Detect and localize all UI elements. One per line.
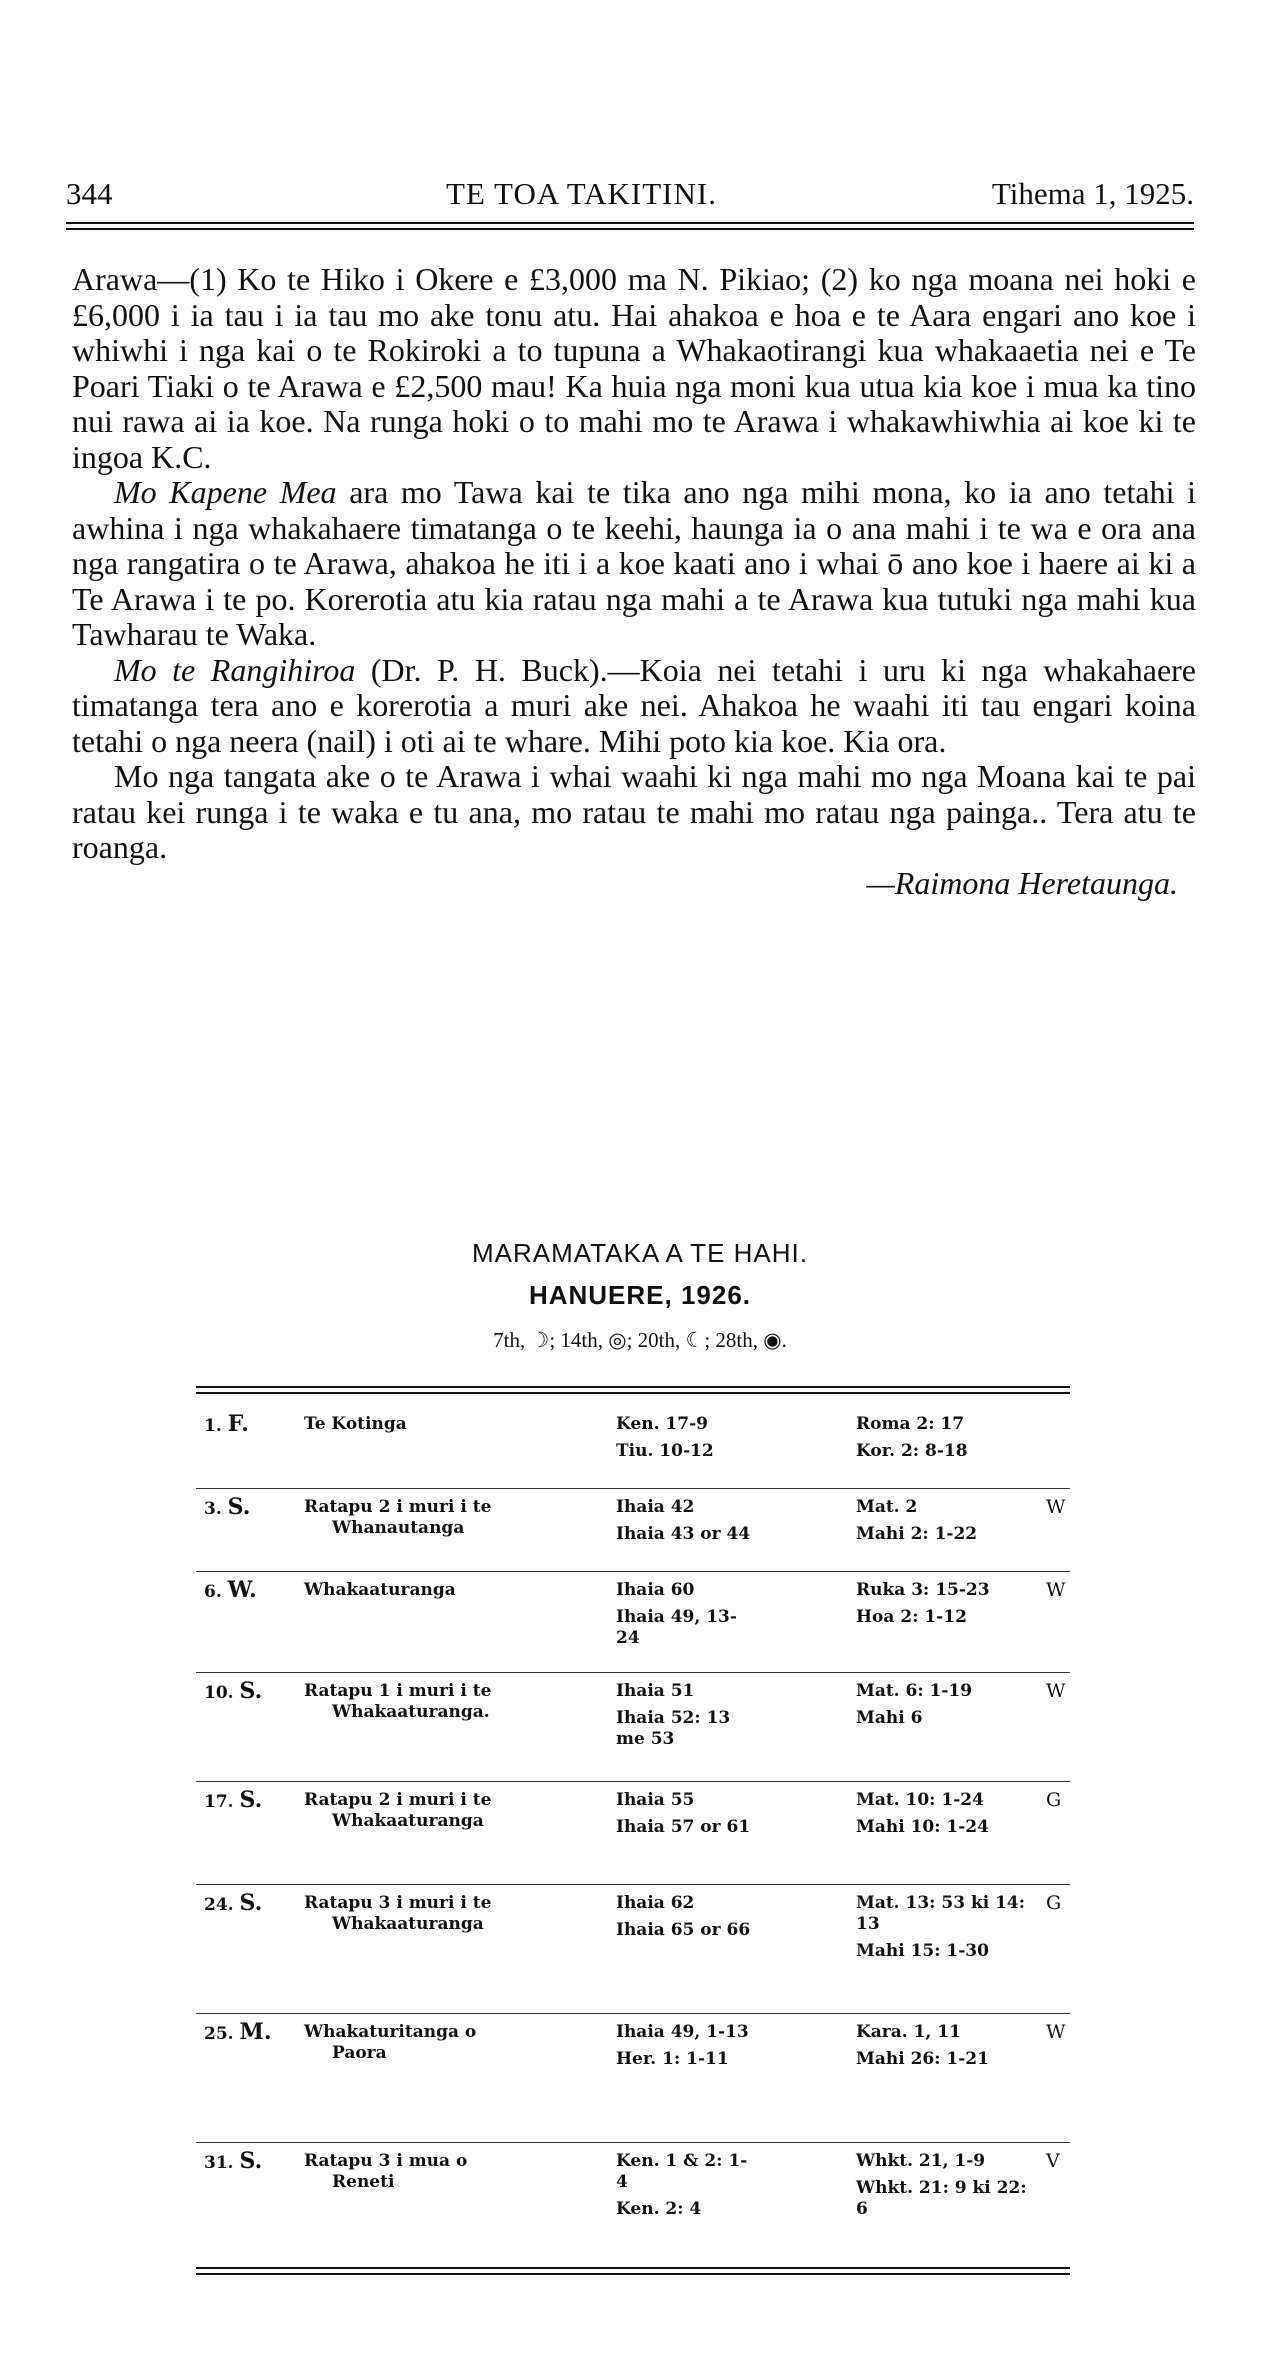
header-rule-bottom <box>66 228 1194 230</box>
first-lessons <box>616 1790 756 1838</box>
liturgical-colour: G <box>1046 1892 1062 1914</box>
calendar-row <box>196 1406 1070 1489</box>
observance-line-1: Ratapu 2 i muri i te <box>304 1790 492 1810</box>
paragraph-4: Mo nga tangata ake o te Arawa i whai waahi ki nga mahi mo nga Moana kai te pai ratau kei runga i te waka e tu ana, mo ratau te mahi mo ratau nga painga.. Tera atu te roanga. <box>72 758 1196 865</box>
calendar-row <box>196 1489 1070 1572</box>
day-of-week: F. <box>227 1411 249 1437</box>
second-lessons <box>856 1790 1036 1838</box>
evening-lesson-2: Mahi 2: 1-22 <box>856 1524 978 1544</box>
evening-lesson-1: Ken. 2: 4 <box>616 2199 702 2219</box>
evening-lesson-1: Ihaia 52: 13 me 53 <box>616 1708 731 1749</box>
liturgical-colour: G <box>1046 1789 1062 1811</box>
paragraph-3-text: (Dr. P. H. Buck).—Koia nei tetahi i uru ki nga whakahaere timatanga tera ano e korerotia a muri ake nei. Ahakoa he waahi iti tau engari koina tetahi o nga neera (nail) i oti ai te whare. Mihi poto kia koe. Kia ora. <box>72 651 1197 759</box>
paragraph-2-text: ara mo Tawa kai te tika ano nga mihi mona, ko ia ano tetahi i awhina i nga whakahaere timatanga o te keehi, haunga ia o ana mahi i te wa e ora ana nga rangatira o te Arawa, ahakoa he iti i a koe kaati ano i whai ō ano koe i haere ai ki a Te Arawa i te po. Korerotia atu kia ratau nga mahi a te Arawa kua tutuki nga mahi kua Tawharau te Waka. <box>72 474 1197 652</box>
evening-lesson-1: Tiu. 10-12 <box>616 1441 714 1461</box>
day-of-week: S. <box>227 1494 251 1520</box>
second-lessons <box>856 1893 1036 1962</box>
observance-name <box>304 2151 604 2193</box>
second-lessons <box>856 1681 1036 1729</box>
day-number: 24. <box>204 1895 234 1915</box>
calendar-row <box>196 2143 1070 2261</box>
calendar-row <box>196 1782 1070 1885</box>
day-number: 17. <box>204 1792 234 1812</box>
first-lessons <box>616 1580 756 1649</box>
first-lessons <box>616 2151 756 2220</box>
paragraph-1: Arawa—(1) Ko te Hiko i Okere e £3,000 ma N. Pikiao; (2) ko nga moana nei hoki e £6,000 i ia tau i ia tau mo ake tonu atu. Hai ahakoa e hoa e te Aara engari ano koe i whiwhi i nga kai o te Rokiroki a to tupuna a Whakaotirangi kua whakaaetia nei e Te Poari Tiaki o te Arawa e £2,500 mau! Ka huia nga moni kua utua kia koe i mua ka tino nui rawa ai ia koe. Na runga hoki o to mahi mo te Arawa i whakawhiwhia ai koe ki te ingoa K.C. <box>72 261 1196 475</box>
first-lessons <box>616 1893 756 1941</box>
day-number: 10. <box>204 1683 234 1703</box>
morning-lesson-1: Ken. 1 & 2: 1-4 <box>616 2151 748 2192</box>
day-of-week: S. <box>239 1890 263 1916</box>
day-number: 1. <box>204 1416 222 1436</box>
first-lessons <box>616 1497 756 1545</box>
second-lessons <box>856 2022 1036 2070</box>
morning-lesson-1: Ihaia 49, 1-13 <box>616 2022 749 2042</box>
morning-lesson-2: Mat. 13: 53 ki 14: 13 <box>856 1893 1026 1934</box>
page-number: 344 <box>66 176 113 211</box>
evening-lesson-2: Mahi 10: 1-24 <box>856 1817 989 1837</box>
day-of-week: S. <box>239 1678 263 1704</box>
row-date <box>204 1787 314 1813</box>
calendar-row <box>196 2014 1070 2143</box>
first-lessons <box>616 2022 756 2070</box>
morning-lesson-1: Ken. 17-9 <box>616 1414 708 1434</box>
paragraph-3 <box>72 653 1196 760</box>
calendar-rule-bottom-1 <box>196 2267 1070 2269</box>
morning-lesson-2: Roma 2: 17 <box>856 1414 965 1434</box>
calendar-row <box>196 1673 1070 1782</box>
calendar-subtitle: HANUERE, 1926. <box>528 1280 752 1310</box>
day-number: 31. <box>204 2153 234 2173</box>
liturgical-colour: W <box>1046 1680 1066 1702</box>
row-date <box>204 2019 314 2045</box>
calendar-rule-bottom-2 <box>196 2273 1070 2275</box>
day-of-week: W. <box>227 1577 257 1603</box>
liturgical-colour: W <box>1046 2021 1066 2043</box>
observance-name <box>304 1414 604 1435</box>
morning-lesson-2: Whkt. 21, 1-9 <box>856 2151 986 2171</box>
calendar-row <box>196 1572 1070 1673</box>
liturgical-colour: W <box>1046 1496 1066 1518</box>
journal-title: TE TOA TAKITINI. <box>446 176 717 211</box>
observance-line-1: Whakaturitanga o <box>304 2022 477 2042</box>
second-lessons <box>856 1414 1036 1462</box>
observance-name <box>304 1497 604 1539</box>
second-lessons <box>856 2151 1036 2220</box>
paragraph-2 <box>72 475 1196 653</box>
calendar-title: MARAMATAKA A TE HAHI. <box>472 1238 808 1268</box>
day-of-week: S. <box>239 2148 263 2174</box>
observance-line-2: Whakaaturanga <box>332 1811 484 1831</box>
observance-line-2: Whakaaturanga <box>332 1914 484 1934</box>
evening-lesson-2: Mahi 15: 1-30 <box>856 1941 989 1961</box>
morning-lesson-2: Mat. 2 <box>856 1497 918 1517</box>
paragraph-2-lead: Mo Kapene Mea <box>114 474 337 510</box>
observance-line-2: Whanautanga <box>332 1518 465 1538</box>
header-rule-top <box>66 222 1194 224</box>
evening-lesson-1: Ihaia 57 or 61 <box>616 1817 751 1837</box>
calendar-row <box>196 1885 1070 2014</box>
evening-lesson-2: Whkt. 21: 9 ki 22: 6 <box>856 2178 1027 2219</box>
day-number: 3. <box>204 1499 222 1519</box>
row-date <box>204 1890 314 1916</box>
observance-name <box>304 1790 604 1832</box>
evening-lesson-1: Ihaia 49, 13-24 <box>616 1607 737 1648</box>
observance-name <box>304 1580 604 1601</box>
morning-lesson-1: Ihaia 60 <box>616 1580 695 1600</box>
evening-lesson-1: Ihaia 43 or 44 <box>616 1524 751 1544</box>
calendar-rule-top-2 <box>196 1392 1070 1394</box>
moon-phases: 7th, ☽; 14th, ◎; 20th, ☾; 28th, ◉. <box>493 1328 787 1352</box>
running-header <box>66 176 1194 216</box>
row-date <box>204 1678 314 1704</box>
observance-line-2: Whakaaturanga. <box>332 1702 490 1722</box>
liturgical-colour: W <box>1046 1579 1066 1601</box>
paragraph-3-lead: Mo te Rangihiroa <box>114 651 356 688</box>
day-of-week: M. <box>239 2019 272 2045</box>
evening-lesson-1: Ihaia 65 or 66 <box>616 1920 751 1940</box>
morning-lesson-2: Kara. 1, 11 <box>856 2022 961 2042</box>
second-lessons <box>856 1497 1036 1545</box>
observance-line-1: Whakaaturanga <box>304 1580 456 1600</box>
observance-line-1: Ratapu 3 i muri i te <box>304 1893 492 1913</box>
evening-lesson-2: Kor. 2: 8-18 <box>856 1441 968 1461</box>
evening-lesson-2: Hoa 2: 1-12 <box>856 1607 967 1627</box>
observance-line-1: Ratapu 2 i muri i te <box>304 1497 492 1517</box>
liturgical-colour: V <box>1046 2150 1060 2172</box>
morning-lesson-1: Ihaia 62 <box>616 1893 695 1913</box>
issue-date: Tihema 1, 1925. <box>991 176 1194 211</box>
morning-lesson-1: Ihaia 51 <box>616 1681 695 1701</box>
day-number: 25. <box>204 2024 234 2044</box>
article-body <box>72 262 1196 901</box>
observance-line-1: Ratapu 3 i mua o <box>304 2151 468 2171</box>
morning-lesson-2: Ruka 3: 15-23 <box>856 1580 990 1600</box>
morning-lesson-1: Ihaia 42 <box>616 1497 695 1517</box>
row-date <box>204 1577 314 1603</box>
morning-lesson-2: Mat. 10: 1-24 <box>856 1790 984 1810</box>
observance-name <box>304 1893 604 1935</box>
day-of-week: S. <box>239 1787 263 1813</box>
first-lessons <box>616 1414 756 1462</box>
observance-line-2: Paora <box>332 2043 387 2063</box>
observance-line-1: Ratapu 1 i muri i te <box>304 1681 492 1701</box>
row-date <box>204 1411 314 1437</box>
evening-lesson-2: Mahi 6 <box>856 1708 923 1728</box>
calendar-rule-top-1 <box>196 1386 1070 1388</box>
first-lessons <box>616 1681 756 1750</box>
observance-name <box>304 2022 604 2064</box>
observance-name <box>304 1681 604 1723</box>
evening-lesson-1: Her. 1: 1-11 <box>616 2049 729 2069</box>
observance-line-1: Te Kotinga <box>304 1414 407 1434</box>
morning-lesson-2: Mat. 6: 1-19 <box>856 1681 973 1701</box>
evening-lesson-2: Mahi 26: 1-21 <box>856 2049 989 2069</box>
day-number: 6. <box>204 1582 222 1602</box>
second-lessons <box>856 1580 1036 1628</box>
row-date <box>204 2148 314 2174</box>
observance-line-2: Reneti <box>332 2172 395 2192</box>
calendar-table <box>196 1406 1070 2261</box>
row-date <box>204 1494 314 1520</box>
signature: —Raimona Heretaunga. <box>866 864 1178 901</box>
morning-lesson-1: Ihaia 55 <box>616 1790 695 1810</box>
